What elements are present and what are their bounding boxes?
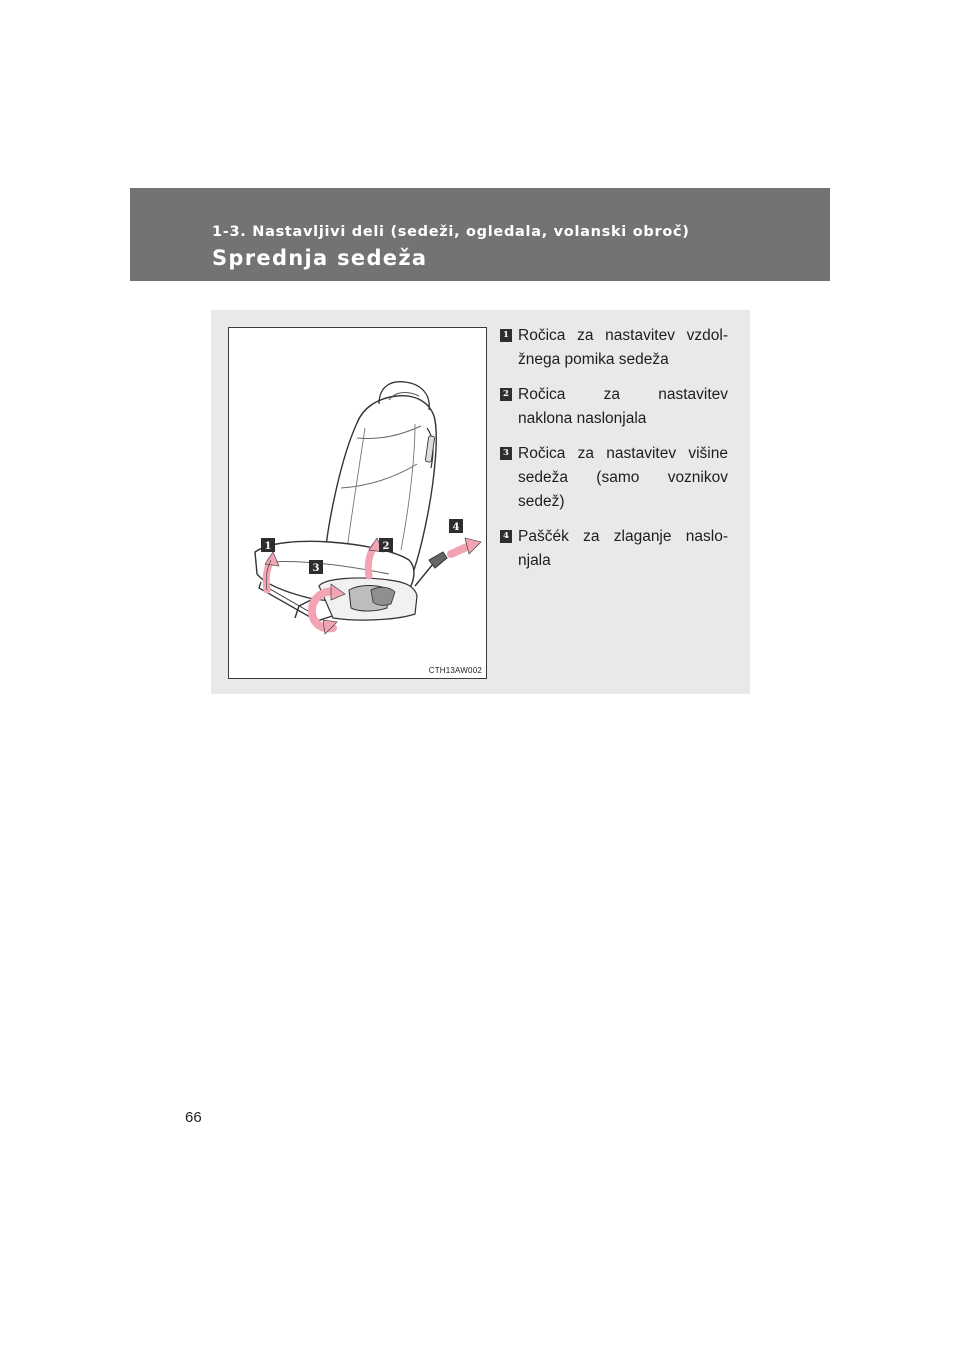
callout-line: sedeža (samo voznikov: [518, 469, 728, 486]
seat-illustration: [228, 327, 487, 679]
section-label: 1-3. Nastavljivi deli (sedeži, ogledala, volanski obroč): [212, 224, 690, 240]
callout-line: žnega pomika sedeža: [518, 351, 669, 368]
callout-number: 2: [500, 388, 512, 401]
callout-item-1: [500, 324, 728, 372]
seat-drawing: [229, 328, 486, 678]
callout-text: [518, 525, 728, 573]
callout-line: sedež): [518, 493, 565, 510]
callout-number: 4: [500, 530, 512, 543]
figure-code: CTH13AW002: [428, 666, 482, 675]
svg-text:2: 2: [382, 541, 390, 552]
page-number: 66: [185, 1109, 202, 1126]
chapter-header: [130, 188, 830, 281]
callout-line: naklona naslonjala: [518, 410, 647, 427]
callout-number: 3: [500, 447, 512, 460]
callout-list: [500, 324, 728, 584]
marker-4: [449, 519, 463, 533]
marker-2: [379, 538, 393, 552]
marker-1: [261, 538, 275, 552]
callout-line: njala: [518, 552, 551, 569]
callout-line: Ročica za nastavitev vzdol-: [518, 327, 728, 344]
callout-line: Ročica za nastavitev: [518, 386, 728, 403]
svg-text:3: 3: [312, 563, 320, 574]
callout-line: Paščék za zlaganje naslo-: [518, 528, 728, 545]
callout-number: 1: [500, 329, 512, 342]
callout-item-3: [500, 442, 728, 514]
callout-item-2: [500, 383, 728, 431]
svg-text:1: 1: [264, 541, 272, 552]
page-title: Sprednja sedeža: [212, 246, 428, 270]
callout-item-4: [500, 525, 728, 573]
content-panel: [211, 310, 750, 694]
callout-text: [518, 442, 728, 514]
svg-text:4: 4: [452, 522, 460, 533]
callout-text: [518, 383, 728, 431]
callout-text: [518, 324, 728, 372]
callout-line: Ročica za nastavitev višine: [518, 445, 728, 462]
marker-3: [309, 560, 323, 574]
